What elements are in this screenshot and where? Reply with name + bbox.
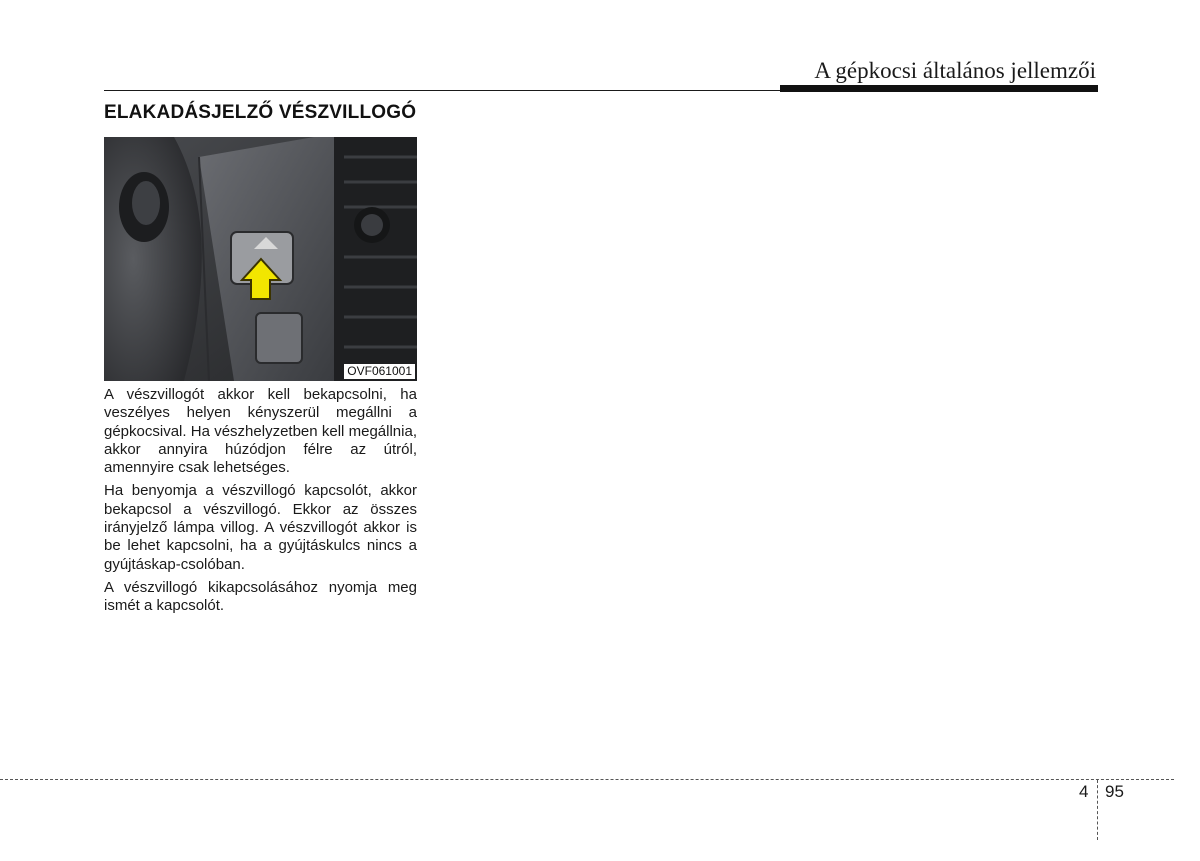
paragraph-3: A vészvillogó kikapcsolásához nyomja meg ismét a kapcsolót. [104, 578, 417, 615]
header-rule-thin [104, 90, 780, 91]
dashboard-illustration [104, 137, 417, 381]
running-header-title: A gépkocsi általános jellemzői [814, 58, 1096, 83]
page-number: 95 [1105, 782, 1124, 801]
header-rule-thick [780, 85, 1098, 92]
paragraph-1: A vészvillogót akkor kell bekapcsolni, ha veszélyes helyen kényszerül megállni a gépkocsival. Ha vészhelyzetben kell megállnia, akkor annyira húzódjon félre az útról, amennyire csak lehetséges. [104, 386, 417, 477]
body-text [104, 386, 417, 621]
footer-rule [0, 779, 1174, 780]
paragraph-2: Ha benyomja a vészvillogó kapcsolót, akkor bekapcsol a vészvillogó. Ekkor az összes irányjelző lámpa villog. A vészvillogót akkor is be lehet kapcsolni, ha a gyújtáskulcs nincs a gyújtáskap-csolóban. [104, 482, 417, 573]
figure-code: OVF061001 [344, 364, 415, 379]
footer-divider [1097, 780, 1098, 840]
chapter-number: 4 [1079, 782, 1089, 801]
section-title: ELAKADÁSJELZŐ VÉSZVILLOGÓ [104, 102, 417, 123]
hazard-switch-photo [104, 137, 417, 381]
